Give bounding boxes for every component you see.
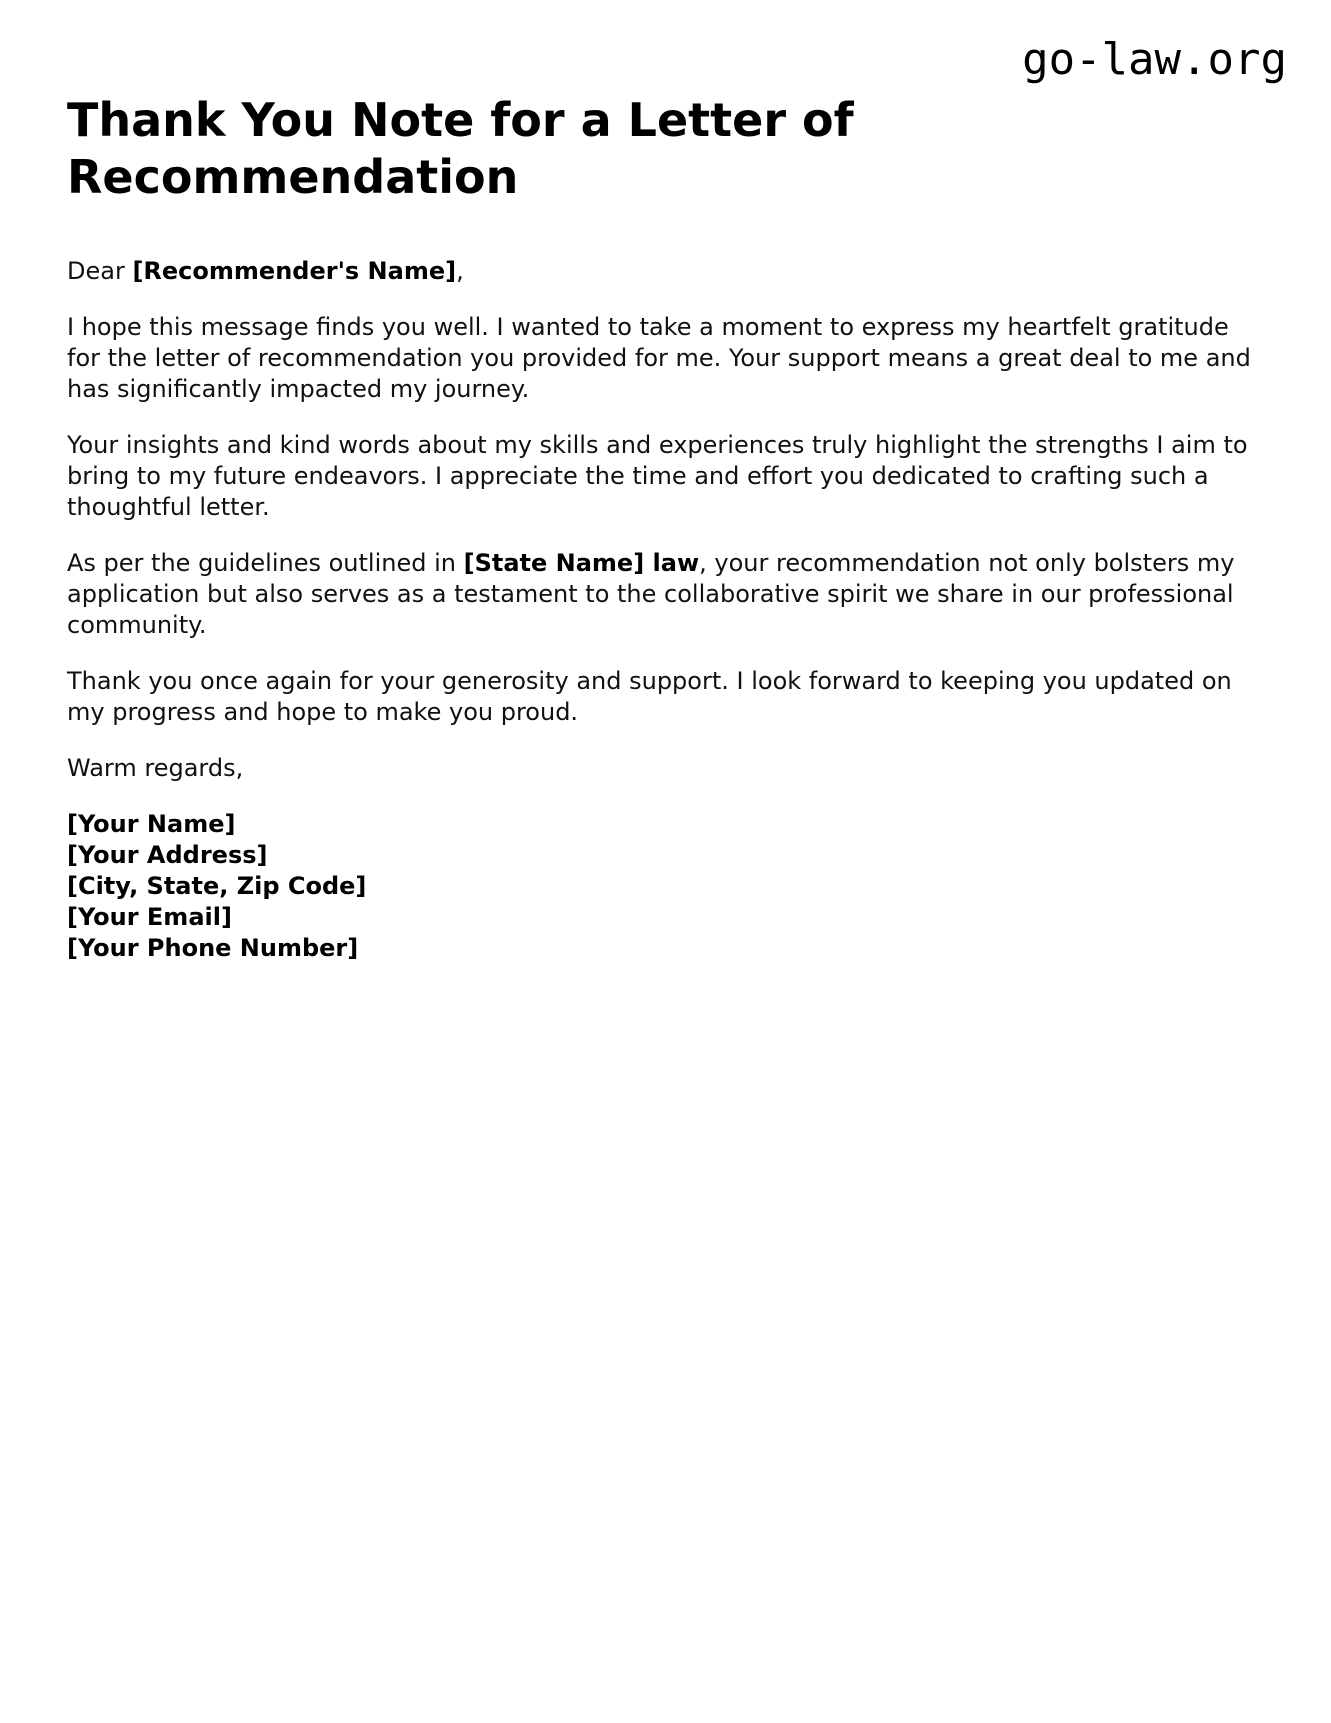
- salutation-prefix: Dear: [67, 257, 133, 286]
- letter-body: [67, 256, 1257, 964]
- paragraph-gratitude: I hope this message finds you well. I wanted to take a moment to express my heartfelt gratitude for the letter of recommendation you provided for me. Your support means a great deal to me and has significantly impacted my journey.: [67, 313, 1251, 404]
- signature-block: [67, 809, 1257, 964]
- paragraph-guidelines: [67, 548, 1257, 641]
- state-law-placeholder: [State Name] law: [463, 549, 700, 578]
- guidelines-text-after: , your recommendation not only bolsters my application but also serves as a testament to the collaborative spirit we share in our professional community.: [67, 549, 1235, 640]
- recommender-name-placeholder: [Recommender's Name]: [132, 257, 457, 286]
- paragraph-insights: Your insights and kind words about my skills and experiences truly highlight the strengths I aim to bring to my future endeavors. I appreciate the time and effort you dedicated to crafting such a thoughtful letter.: [67, 431, 1248, 522]
- signature-line-phone: [Your Phone Number]: [67, 934, 359, 963]
- signature-line-address: [Your Address]: [67, 841, 268, 870]
- salutation-line: [67, 256, 1257, 287]
- page-title: Thank You Note for a Letter of Recommendation: [67, 93, 854, 205]
- site-logo: go-law.org: [1022, 34, 1287, 85]
- guidelines-text-before: As per the guidelines outlined in: [67, 549, 464, 578]
- signature-line-city-state-zip: [City, State, Zip Code]: [67, 872, 367, 901]
- closing-line: Warm regards,: [67, 754, 244, 783]
- signature-line-email: [Your Email]: [67, 903, 232, 932]
- salutation-suffix: ,: [456, 257, 464, 286]
- paragraph-thanks: Thank you once again for your generosity and support. I look forward to keeping you updated on my progress and hope to make you proud.: [67, 667, 1232, 727]
- signature-line-name: [Your Name]: [67, 810, 236, 839]
